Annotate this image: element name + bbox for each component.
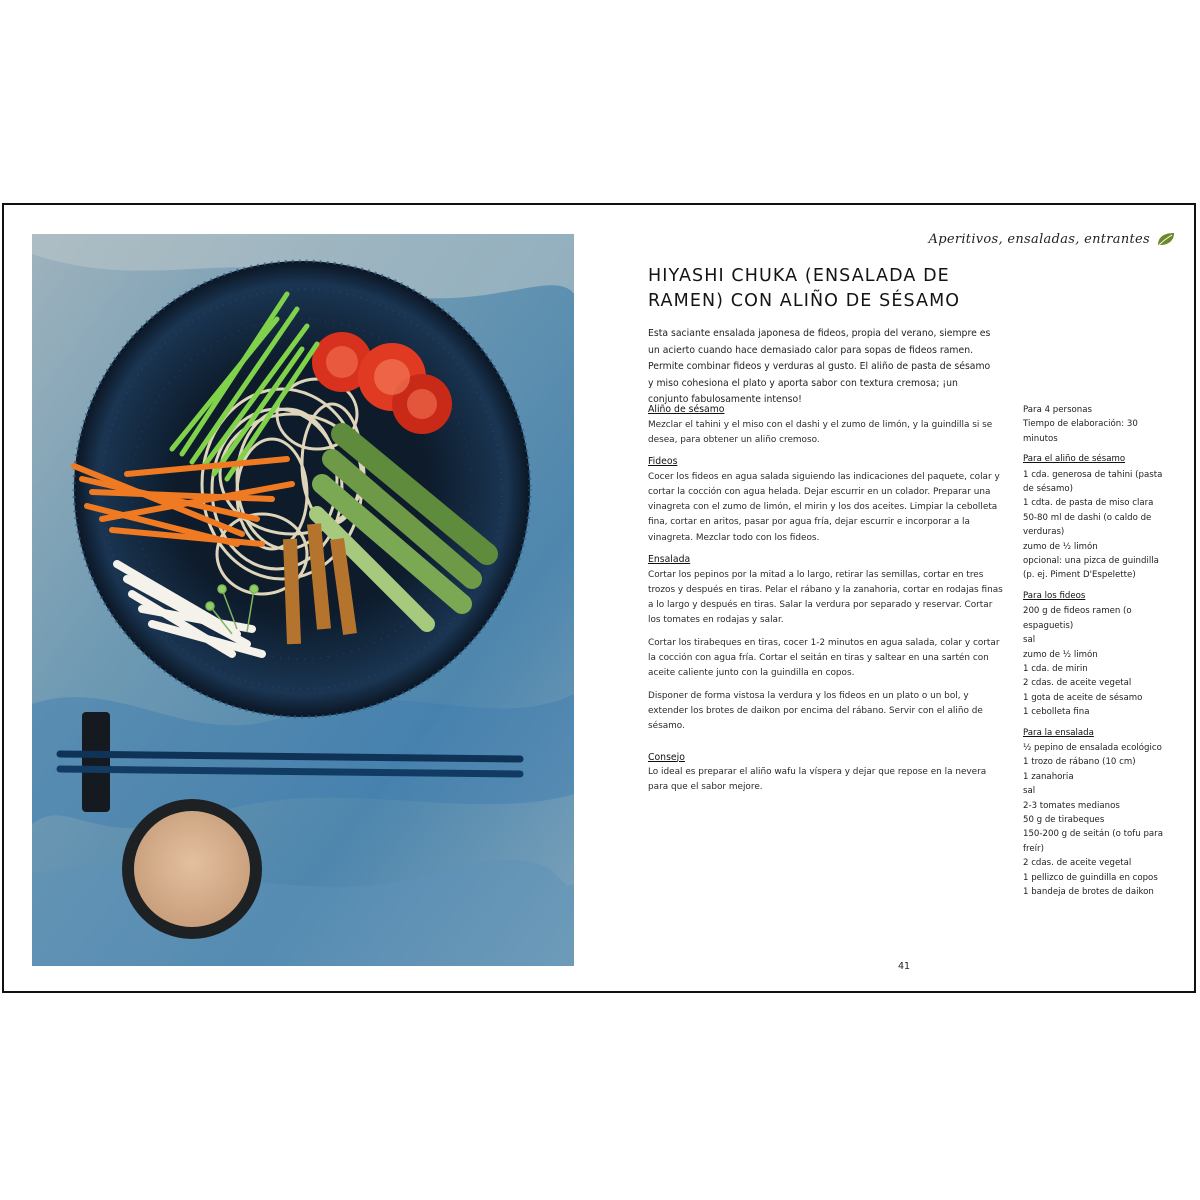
method-heading: Aliño de sésamo xyxy=(648,404,725,415)
ingredient-item: 1 cda. generosa de tahini (pasta de sésamo) xyxy=(1023,469,1163,495)
ingredient-item: 1 cda. de mirin xyxy=(1023,663,1088,674)
ingredient-item: 1 bandeja de brotes de daikon xyxy=(1023,887,1154,897)
ingredient-group-heading: Para los fideos xyxy=(1023,590,1086,601)
ingredient-item: 150-200 g de seitán (o tofu para freír) xyxy=(1023,829,1163,854)
ingredient-item: 1 cdta. de pasta de miso clara xyxy=(1023,498,1154,509)
recipe-title xyxy=(648,264,988,314)
method-paragraph: Cortar los tirabeques en tiras, cocer 1-2 minutos en agua salada, colar y cortar la cocción con agua fría. Cortar el seitán en tiras y saltear en una sartén con aceite caliente junto con la guindilla en copos. xyxy=(648,637,1000,679)
ingredient-group-heading: Para la ensalada xyxy=(1023,727,1094,738)
recipe-photo xyxy=(32,234,574,966)
ingredient-item: 1 pellizco de guindilla en copos xyxy=(1023,872,1158,883)
ingredient-item: zumo de ½ limón xyxy=(1023,541,1098,552)
ingredient-item: 2-3 tomates medianos xyxy=(1023,800,1120,811)
page-number: 41 xyxy=(897,961,911,972)
method-paragraph: Disponer de forma vistosa la verdura y los fideos en un plato o un bol, y extender los brotes de daikon por encima del rábano. Servir con el aliño de sésamo. xyxy=(648,690,983,732)
ingredient-item: zumo de ½ limón xyxy=(1023,649,1098,660)
method-heading: Fideos xyxy=(648,456,678,468)
ingredient-item: 2 cdas. de aceite vegetal xyxy=(1023,678,1132,689)
method-paragraph: Lo ideal es preparar el aliño wafu la víspera y dejar que repose en la nevera para que el sabor mejore. xyxy=(648,767,987,793)
sesame-sauce-bowl xyxy=(122,799,262,939)
chopstick-rest xyxy=(82,712,110,812)
ingredient-group-noodles xyxy=(1023,589,1163,720)
recipe-title-line-2: RAMEN) CON ALIÑO DE SÉSAMO xyxy=(648,291,961,311)
section-header xyxy=(926,227,1176,251)
section-title: Aperitivos, ensaladas, entrantes xyxy=(928,231,1150,247)
ingredient-item: 200 g de fideos ramen (o espaguetis) xyxy=(1023,606,1132,631)
ingredient-item: 1 zanahoria xyxy=(1023,771,1074,782)
ingredient-group-heading: Para el aliño de sésamo xyxy=(1023,454,1126,465)
ingredient-item: sal xyxy=(1023,786,1036,797)
method-section-dressing xyxy=(648,403,1006,448)
method-section-noodles xyxy=(648,455,1006,546)
ingredient-item: 1 trozo de rábano (10 cm) xyxy=(1023,757,1136,768)
recipe-title-line-1: HIYASHI CHUKA (ENSALADA DE xyxy=(648,266,950,286)
ingredient-item: 1 cebolleta fina xyxy=(1023,707,1090,718)
method-paragraph: Mezclar el tahini y el miso con el dashi y el zumo de limón, y la guindilla si se desea, para obtener un aliño cremoso. xyxy=(648,419,993,445)
method-paragraph: Cocer los fideos en agua salada siguiendo las indicaciones del paquete, colar y cortar la cocción con agua helada. Dejar escurrir en un colador. Preparar una vinagreta con el zumo de limón, el mirin y los dos aceites. Limpiar la cebolleta fina, cortar en aritos, pasar por agua fría, dejar escurrir e incorporar a la vinagreta. Mezclar todo con los fideos. xyxy=(648,471,1000,543)
ingredient-item: 1 gota de aceite de sésamo xyxy=(1023,692,1143,703)
prep-time: Tiempo de elaboración: 30 minutos xyxy=(1023,419,1138,444)
recipe-intro: Esta saciante ensalada japonesa de fideos, propia del verano, siempre es un acierto cuando hace demasiado calor para sopas de fideos ramen. Permite combinar fideos y verduras al gusto. El aliño de pasta de sésamo y miso cohesiona el plato y aporta sabor con textura cremosa; ¡un conjunto fabulosamente intenso! xyxy=(648,328,991,405)
book-spread xyxy=(2,203,1196,993)
ingredient-item: 50-80 ml de dashi (o caldo de verduras) xyxy=(1023,512,1152,538)
ingredient-item: opcional: una pizca de guindilla (p. ej. Piment D'Espelette) xyxy=(1023,556,1159,581)
ingredient-group-salad xyxy=(1023,726,1163,900)
ingredient-item: 2 cdas. de aceite vegetal xyxy=(1023,858,1132,869)
method-paragraph: Cortar los pepinos por la mitad a lo largo, retirar las semillas, cortar en tres trozos y después en tiras. Pelar el rábano y la zanahoria, cortar en rodajas finas a lo largo y después en tiras. Salar la verdura por separado y reservar. Cortar los tomates en rodajas y salar. xyxy=(648,569,1003,626)
leaf-icon xyxy=(1156,231,1176,247)
method-heading: Consejo xyxy=(648,751,685,763)
ingredient-item: 50 g de tirabeques xyxy=(1023,814,1105,825)
method-section-tip xyxy=(648,751,1006,796)
ingredient-group-dressing xyxy=(1023,452,1163,583)
method-heading: Ensalada xyxy=(648,554,691,566)
ingredient-item: ½ pepino de ensalada ecológico xyxy=(1023,742,1162,753)
method-column xyxy=(648,403,1006,803)
servings: Para 4 personas xyxy=(1023,405,1092,415)
food-photo-illustration xyxy=(32,234,574,966)
ingredient-item: sal xyxy=(1023,635,1036,646)
method-section-salad xyxy=(648,553,1006,734)
ingredients-column xyxy=(1023,403,1163,899)
